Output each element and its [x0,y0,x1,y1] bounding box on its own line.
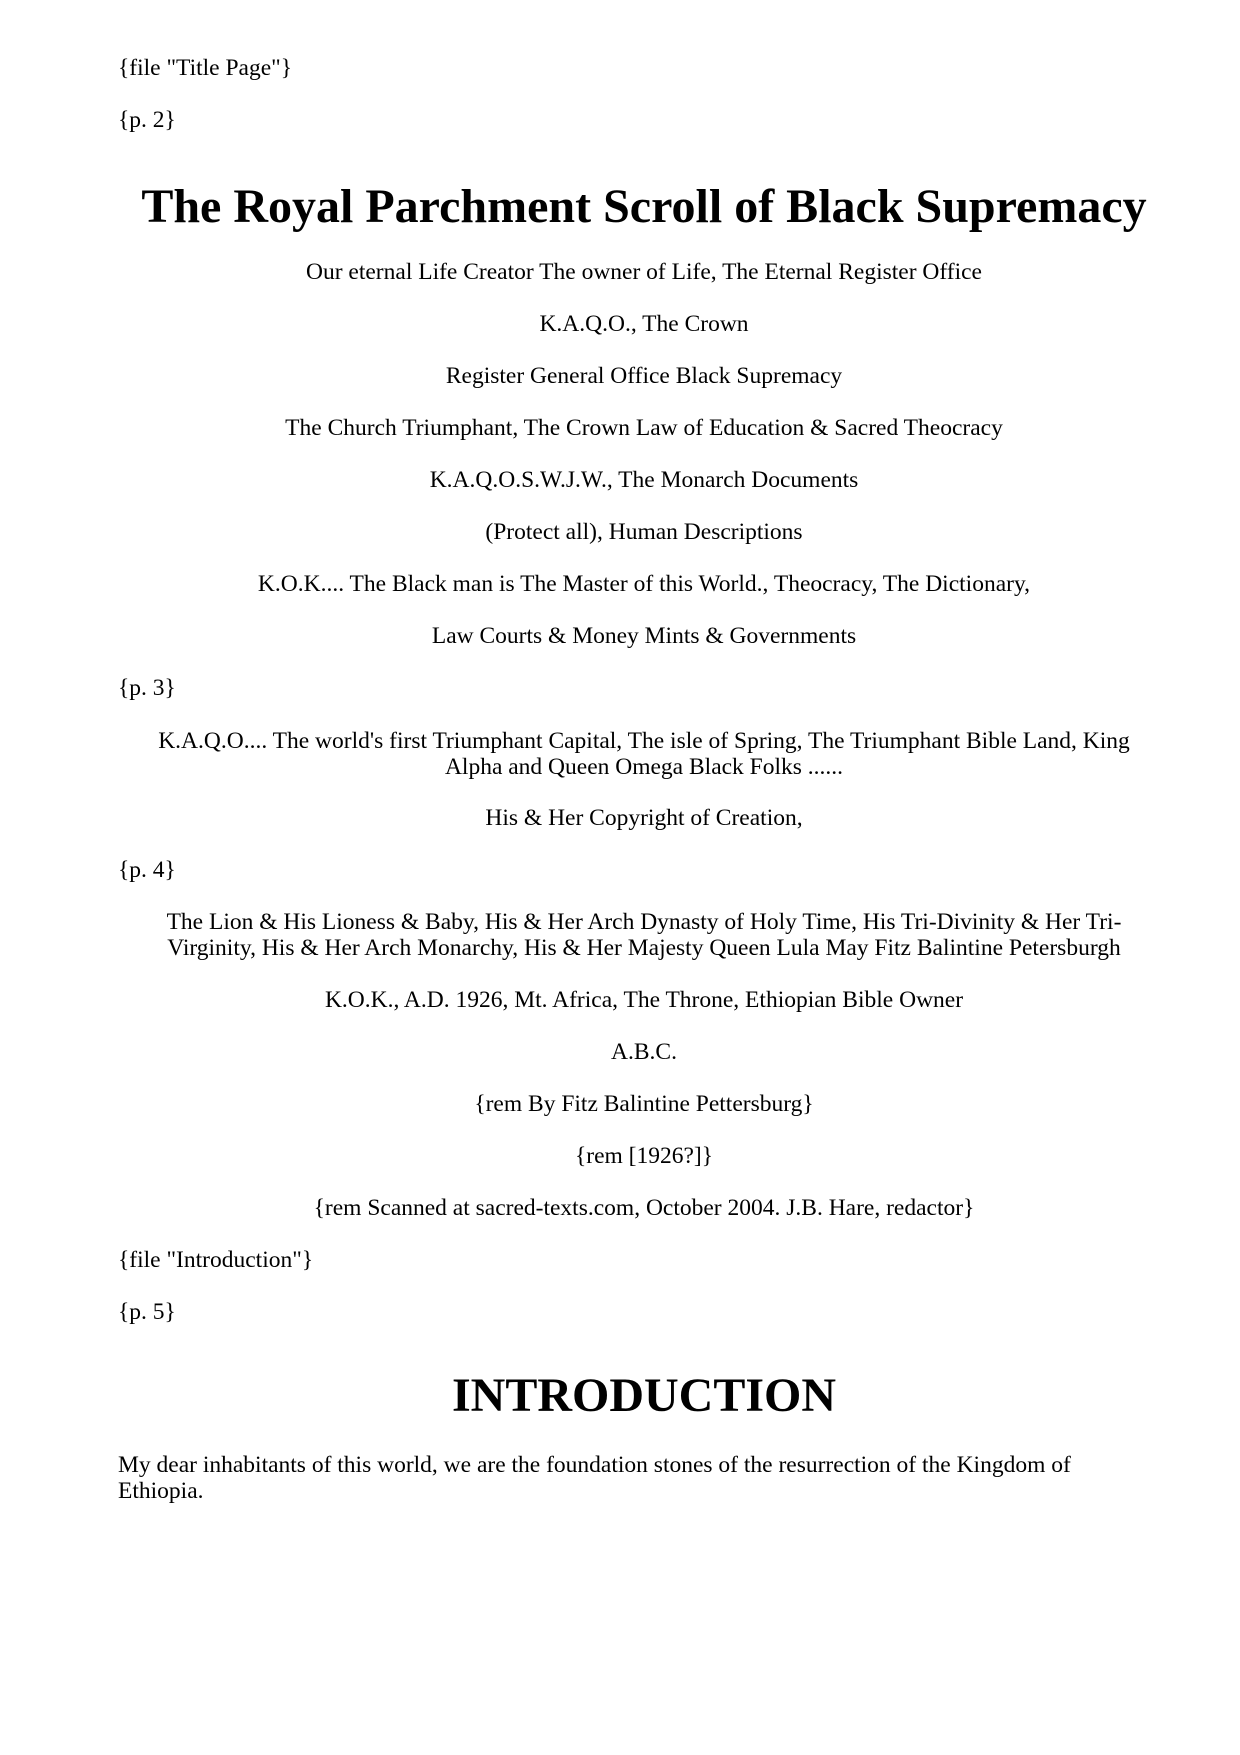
p4-paragraph-line-1: The Lion & His Lioness & Baby, His & Her Arch Dynasty of Holy Time, His Tri-Divinity & Her Tri- [166,909,1122,935]
rem-year-line: {rem [1926?]} [574,1143,714,1169]
document-title: The Royal Parchment Scroll of Black Supremacy [141,180,1147,233]
p4-kok-line: K.O.K., A.D. 1926, Mt. Africa, The Throne, Ethiopian Bible Owner [324,987,964,1013]
intro-paragraph-line-2: Ethiopia. [118,1478,204,1504]
page-marker-4: {p. 4} [118,857,176,883]
p4-paragraph-line-2: Virginity, His & Her Arch Monarchy, His & Her Majesty Queen Lula May Fitz Balintine Petersburgh [167,935,1121,961]
title-line-1: Our eternal Life Creator The owner of Life, The Eternal Register Office [306,259,982,285]
rem-author-line: {rem By Fitz Balintine Pettersburg} [474,1091,814,1117]
p4-abc-line: A.B.C. [611,1039,677,1065]
title-line-2: K.A.Q.O., The Crown [539,311,749,337]
title-line-6: (Protect all), Human Descriptions [485,519,803,545]
p3-copyright-line: His & Her Copyright of Creation, [485,805,803,831]
introduction-heading: INTRODUCTION [451,1369,837,1422]
title-line-7: K.O.K.... The Black man is The Master of this World., Theocracy, The Dictionary, [257,571,1031,597]
intro-paragraph-line-1: My dear inhabitants of this world, we are the foundation stones of the resurrection of the Kingdom of [118,1452,1071,1478]
rem-scanned-line: {rem Scanned at sacred-texts.com, October 2004. J.B. Hare, redactor} [313,1195,975,1221]
file-marker-title-page: {file "Title Page"} [118,55,293,81]
title-line-5: K.A.Q.O.S.W.J.W., The Monarch Documents [429,467,859,493]
title-line-4: The Church Triumphant, The Crown Law of Education & Sacred Theocracy [285,415,1003,441]
p3-paragraph-line-1: K.A.Q.O.... The world's first Triumphant Capital, The isle of Spring, The Triumphant Bible Land, King [158,728,1130,754]
p3-paragraph-line-2: Alpha and Queen Omega Black Folks ...... [444,754,844,780]
file-marker-introduction: {file "Introduction"} [118,1247,314,1273]
page-marker-3: {p. 3} [118,675,176,701]
page-marker-5: {p. 5} [118,1299,176,1325]
page-marker-2: {p. 2} [118,107,176,133]
title-line-3: Register General Office Black Supremacy [445,363,843,389]
title-line-8: Law Courts & Money Mints & Governments [431,623,857,649]
